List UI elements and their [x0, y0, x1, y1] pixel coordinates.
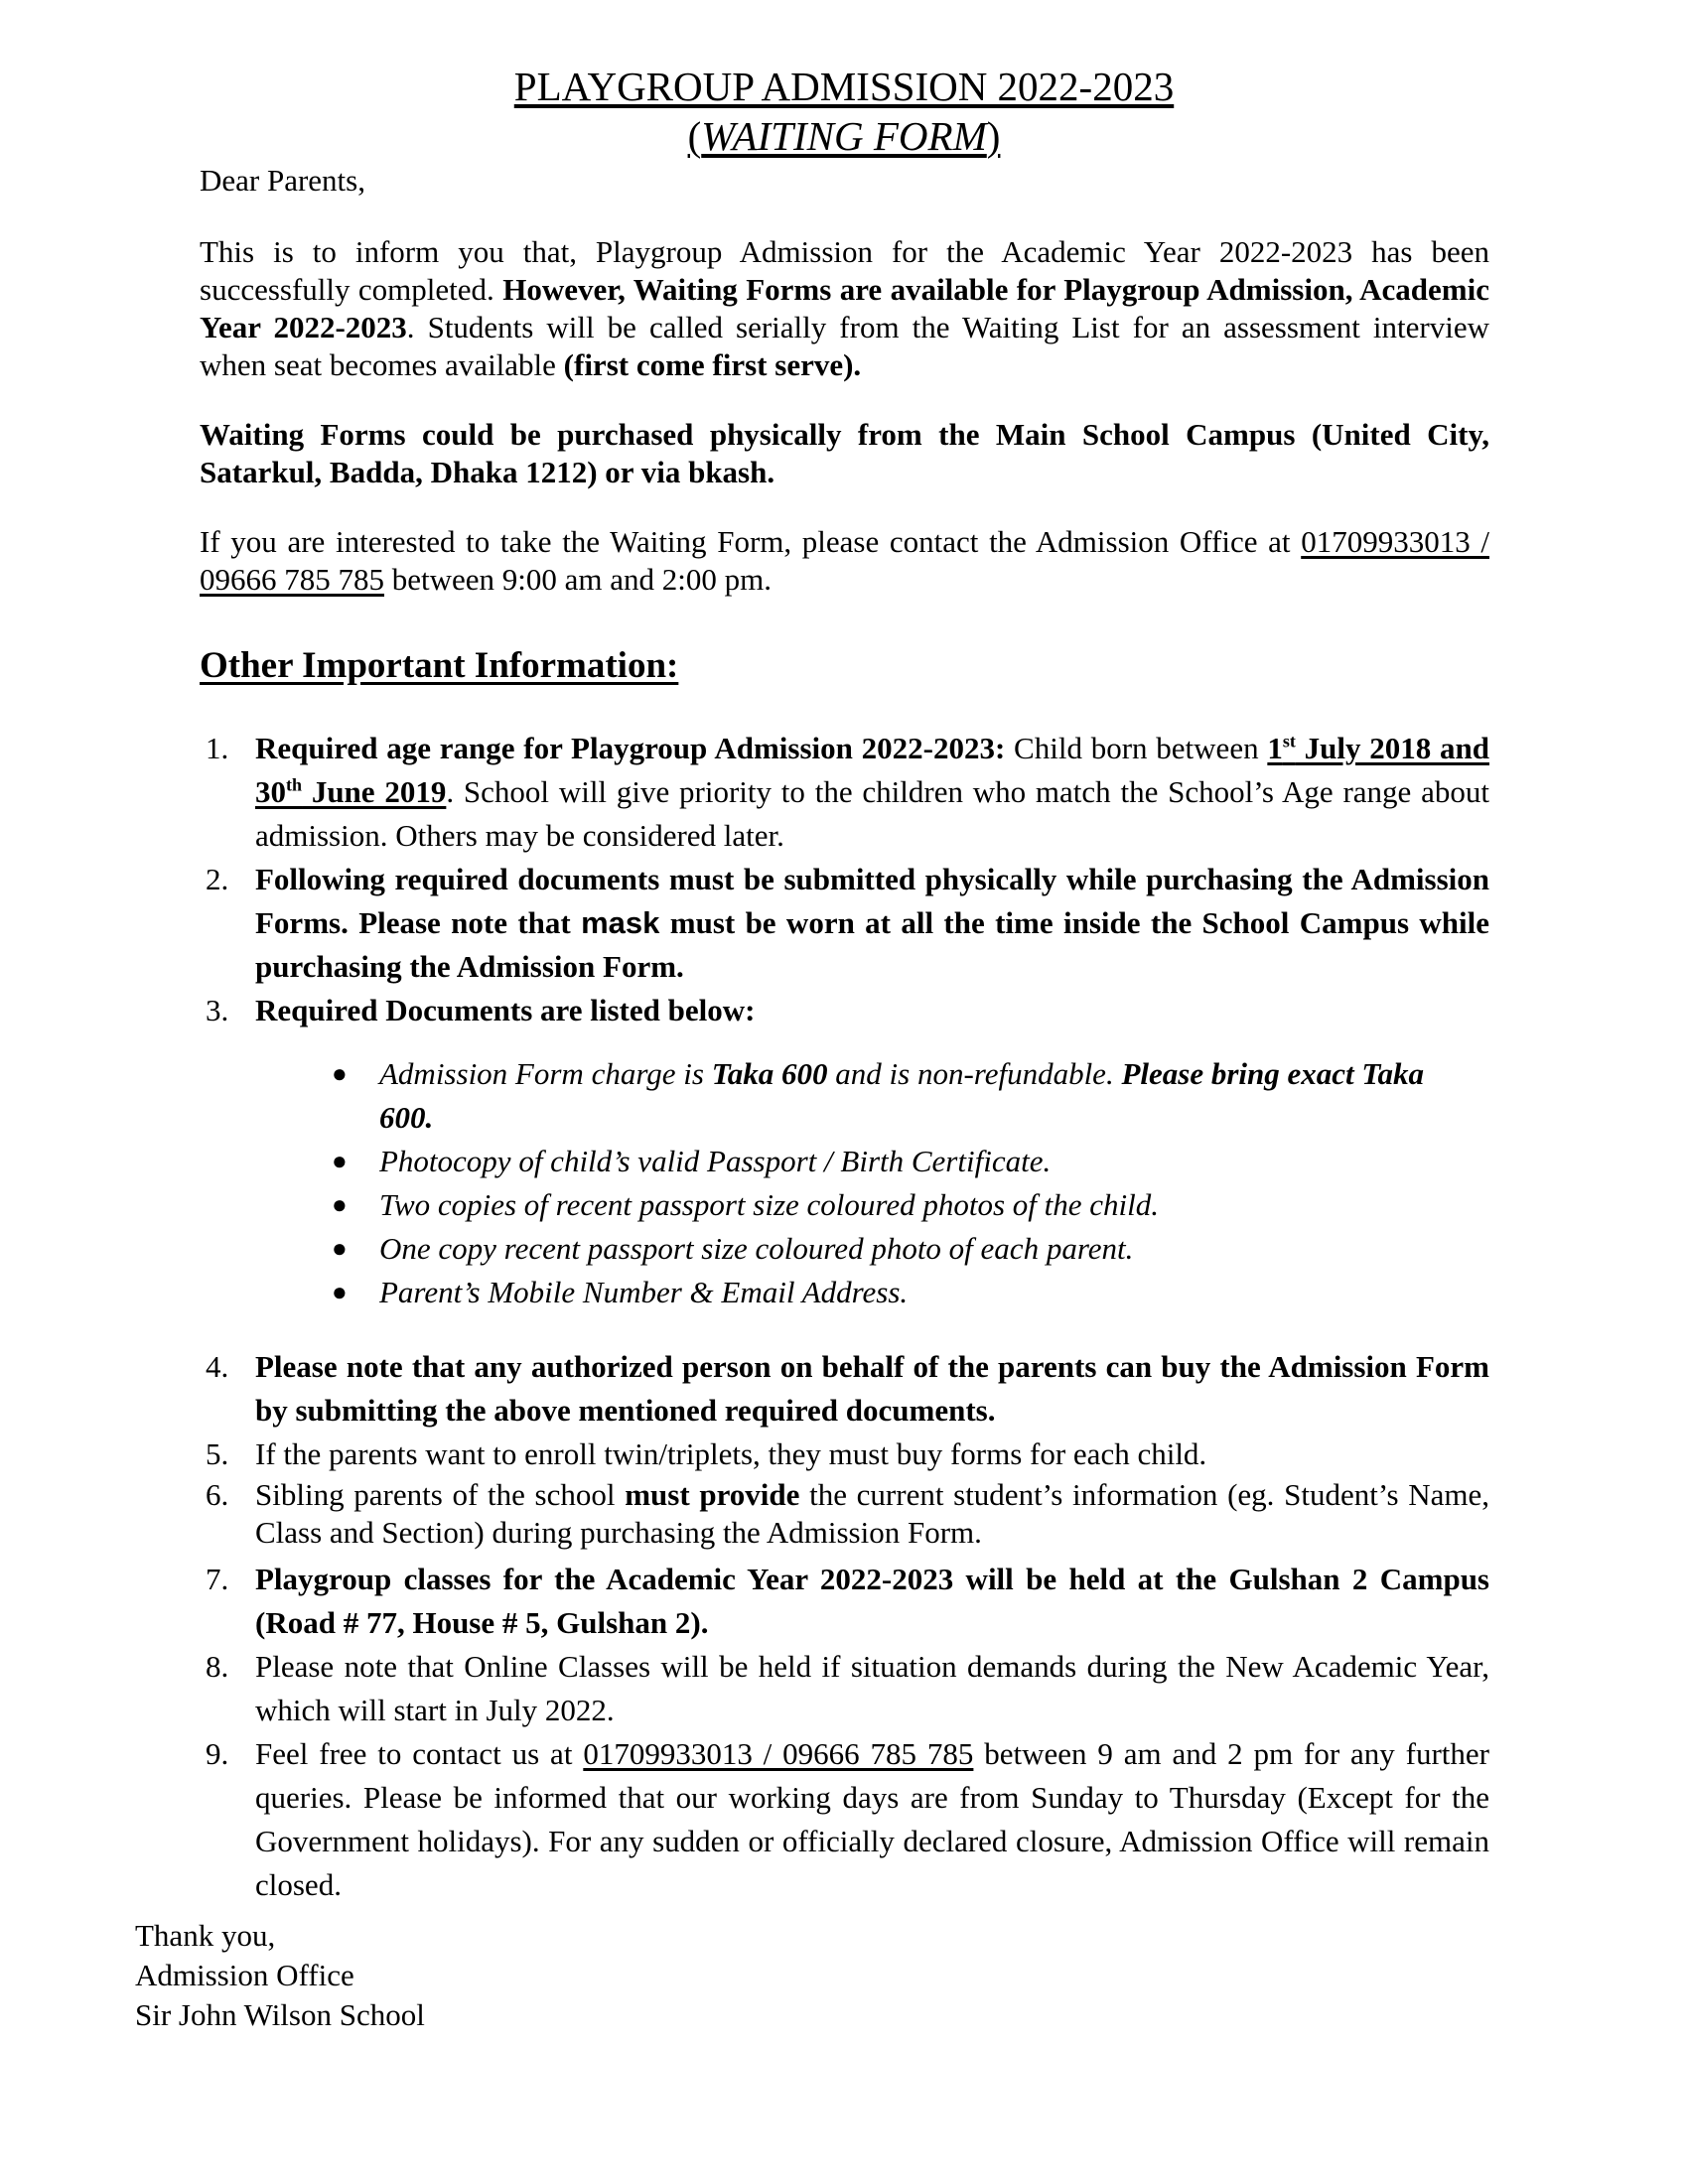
subtitle-text: WAITING FORM	[701, 113, 987, 159]
signoff	[135, 1916, 425, 2035]
contact-phone: 01709933013 / 09666 785 785	[200, 524, 1489, 597]
bullet-icon: ●	[332, 1234, 348, 1263]
list-item-1	[200, 727, 1489, 858]
bullet-1-bold: Taka 600	[711, 1056, 828, 1091]
intro-paragraph	[200, 233, 1489, 384]
bullet-2-text: Photocopy of child’s valid Passport / Birth Certificate.	[379, 1144, 1052, 1178]
item-5-text: If the parents want to enroll twin/triplets, they must buy forms for each child.	[255, 1436, 1207, 1471]
bullet-1-text: Admission Form charge is	[379, 1056, 712, 1091]
bullet-icon: ●	[332, 1147, 348, 1175]
list-item-8	[200, 1645, 1489, 1732]
date-start-day: 1	[1267, 731, 1283, 765]
bullet-icon: ●	[332, 1278, 348, 1306]
date-middle: July 2018 and 30	[255, 731, 1489, 809]
section-heading: Other Important Information:	[200, 645, 679, 686]
list-item-5	[200, 1433, 1489, 1476]
date-end-suffix: th	[286, 774, 303, 795]
signoff-school: Sir John Wilson School	[135, 1997, 425, 2032]
item-7-bold: Playgroup classes for the Academic Year 2022-2023 will be held at the Gulshan 2 Campus (Road # 77, House # 5, Gulshan 2).	[255, 1562, 1489, 1640]
info-list-part-2	[200, 1345, 1489, 1907]
bullet-item	[328, 1052, 1440, 1140]
item-6-text-2: the current student’s information (eg. Student’s Name, Class and Section) during purchasing the Admission Form.	[255, 1477, 1489, 1550]
bullet-3-text: Two copies of recent passport size coloured photos of the child.	[379, 1187, 1159, 1222]
contact-paragraph	[200, 523, 1489, 599]
bullet-item	[328, 1227, 1440, 1271]
page-subtitle	[0, 111, 1688, 161]
list-number: 9.	[206, 1736, 229, 1771]
item-6-text: Sibling parents of the school	[255, 1477, 626, 1512]
purchase-text: Waiting Forms could be purchased physically from the Main School Campus (United City, Satarkul, Badda, Dhaka 1212) or via bkash.	[200, 417, 1489, 489]
greeting: Dear Parents,	[200, 163, 365, 198]
info-list-part-1	[200, 727, 1489, 1032]
list-item-2	[200, 858, 1489, 989]
list-item-3	[200, 989, 1489, 1032]
bullet-4-text: One copy recent passport size coloured photo of each parent.	[379, 1231, 1134, 1266]
list-item-9	[200, 1732, 1489, 1907]
bullet-icon: ●	[332, 1059, 348, 1088]
list-number: 6.	[206, 1477, 229, 1512]
contact-text-1: If you are interested to take the Waiting Form, please contact the Admission Office at	[200, 524, 1302, 559]
item-1-text: Child born between	[1005, 731, 1268, 765]
item-1-bold: Required age range for Playgroup Admission 2022-2023:	[255, 731, 1006, 765]
bullet-item	[328, 1140, 1440, 1183]
list-item-4	[200, 1345, 1489, 1433]
item-3-bold: Required Documents are listed below:	[255, 993, 756, 1027]
subtitle-close-paren: )	[986, 113, 1001, 159]
subtitle-open-paren: (	[687, 113, 702, 159]
page-title: PLAYGROUP ADMISSION 2022-2023	[513, 64, 1175, 109]
item-9-text: Feel free to contact us at	[255, 1736, 584, 1771]
item-4-bold: Please note that any authorized person on behalf of the parents can buy the Admission Form by submitting the above mentioned required documents.	[255, 1349, 1489, 1428]
item-1-text-2: . School will give priority to the children who match the School’s Age range about admission. Others may be considered later.	[255, 774, 1489, 853]
purchase-paragraph	[200, 416, 1489, 491]
intro-text-1: This is to inform you that, Playgroup Admission for the Academic Year 2022-2023 has been successfully completed.	[200, 234, 1489, 307]
contact-text-2: between 9:00 am and 2:00 pm.	[384, 562, 772, 597]
intro-bold-2: (first come first serve).	[563, 347, 862, 382]
bullet-icon: ●	[332, 1190, 348, 1219]
list-item-6	[200, 1476, 1489, 1552]
item-2-bold-2: must be worn at all the time inside the School Campus while purchasing the Admission Form.	[255, 905, 1489, 984]
item-6-bold: must provide	[625, 1477, 800, 1512]
item-9-text-2: between 9 am and 2 pm for any further queries. Please be informed that our working days are from Sunday to Thursday (Except for the Government holidays). For any sudden or officially declared closure, Admission Office will remain closed.	[255, 1736, 1489, 1902]
intro-bold-1: However, Waiting Forms are available for Playgroup Admission, Academic Year 2022-2023	[200, 272, 1489, 344]
bullet-item	[328, 1271, 1440, 1314]
item-2-bold-1: Following required documents must be submitted physically while purchasing the Admission Forms. Please note that	[255, 862, 1489, 940]
list-number: 8.	[206, 1649, 229, 1684]
list-number: 1.	[206, 731, 229, 765]
intro-text-2: . Students will be called serially from the Waiting List for an assessment interview when seat becomes available	[200, 310, 1489, 382]
signoff-thanks: Thank you,	[135, 1918, 276, 1953]
signoff-office: Admission Office	[135, 1958, 354, 1992]
list-number: 4.	[206, 1349, 229, 1384]
item-8-text: Please note that Online Classes will be held if situation demands during the New Academic Year, which will start in July 2022.	[255, 1649, 1489, 1727]
bullet-1-bold-2: Please bring exact Taka 600.	[379, 1056, 1424, 1135]
bullet-1-text-2: and is non-refundable.	[827, 1056, 1122, 1091]
list-number: 2.	[206, 862, 229, 896]
bullet-item	[328, 1183, 1440, 1227]
date-start-suffix: st	[1282, 731, 1296, 751]
title-block	[0, 62, 1688, 161]
bullet-5-text: Parent’s Mobile Number & Email Address.	[379, 1275, 909, 1309]
list-number: 7.	[206, 1562, 229, 1596]
documents-bullet-list	[328, 1052, 1440, 1314]
item-9-phone: 01709933013 / 09666 785 785	[583, 1736, 974, 1771]
list-item-7	[200, 1558, 1489, 1645]
list-number: 3.	[206, 993, 229, 1027]
item-2-mask: mask	[581, 905, 660, 940]
date-end: June 2019	[302, 774, 447, 809]
list-number: 5.	[206, 1436, 229, 1471]
